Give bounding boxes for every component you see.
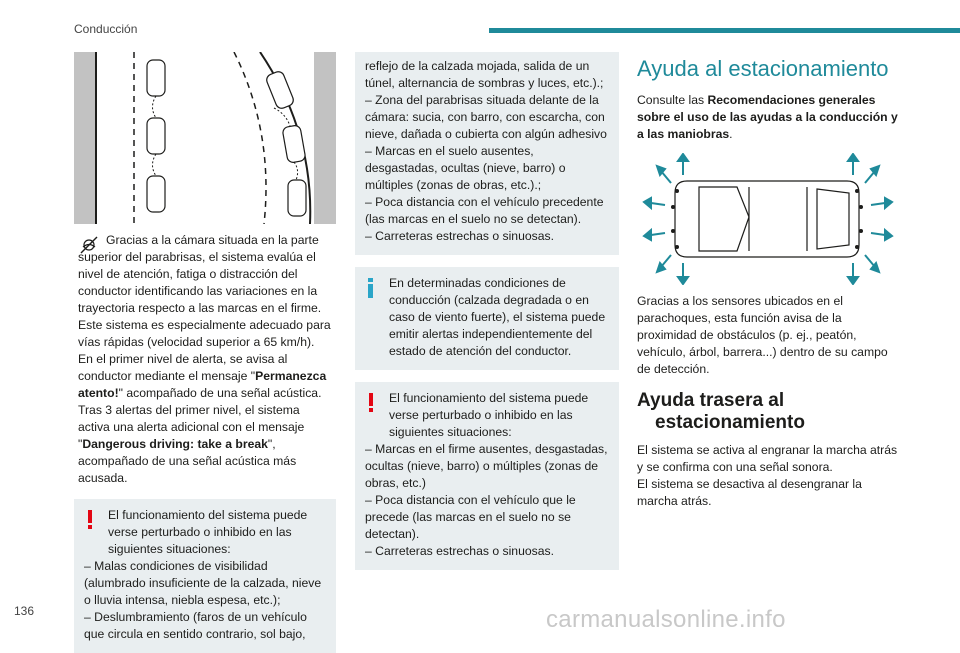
- warning-intro: El funcionamiento del sistema puede verse perturbado o inhibido en las siguientes situaciones:: [108, 508, 308, 556]
- warning-exclamation-icon: [82, 509, 98, 531]
- subsection-title: Ayuda trasera al estacionamiento: [637, 390, 805, 433]
- paragraph-camera: Gracias a la cámara situada en la parte superior del parabrisas, el sistema evalúa el nivel de atención, fatiga o distracción del conductor identificando las variaciones en la trayectoria respecto a las marcas en el firme.: [78, 233, 322, 315]
- column-3: [637, 52, 899, 510]
- header-section-title: Conducción: [74, 22, 138, 36]
- warning-item: – Poca distancia con el vehículo que le precede (las marcas en el suelo no se detectan).: [365, 493, 576, 541]
- warning-item: reflejo de la calzada mojada, salida de un túnel, alternancia de sombras y luces, etc.).;: [365, 59, 604, 90]
- header-accent-bar: [489, 28, 960, 33]
- paragraph-second-level: Tras 3 alertas del primer nivel, el sistema activa una alerta adicional con el mensaje "Dangerous driving: take a break", acompañado de una señal acústica más acusada.: [78, 403, 305, 485]
- section-title: Ayuda al estacionamiento: [637, 56, 889, 81]
- page-number: 136: [14, 604, 35, 618]
- warning-exclamation-icon: [363, 392, 379, 414]
- warning-item: – Poca distancia con el vehículo precedente (las marcas en el suelo no se detectan).: [365, 195, 604, 226]
- parking-sensors-diagram: [637, 153, 899, 285]
- lane-departure-illustration: [74, 52, 336, 224]
- paragraph-sensors: Gracias a los sensores ubicados en el parachoques, esta función avisa de la proximidad de obstáculos (p. ej., peatón, vehículo, árbol, barrera...) dentro de su campo de detección.: [637, 294, 888, 376]
- paragraph-fast-roads: Este sistema es especialmente adecuado para vías rápidas (velocidad superior a 65 km/h).: [78, 318, 331, 349]
- warning-item: – Deslumbramiento (faros de un vehículo que circula en sentido contrario, sol bajo,: [84, 610, 307, 641]
- warning-item: – Zona del parabrisas situada delante de la cámara: sucia, con barro, con escarcha, con nieve, dañada o cubierta con algún adhesivo: [365, 93, 607, 141]
- warning-box-visibility: [74, 499, 336, 653]
- warning-box-markings: [355, 382, 619, 570]
- column-2: [355, 52, 619, 570]
- paragraph-consult: Consulte las Recomendaciones generales sobre el uso de las ayudas a la conducción y a las maniobras.: [637, 93, 898, 141]
- column-1: [74, 52, 336, 653]
- paragraph-activation: El sistema se activa al engranar la marcha atrás y se confirma con una señal sonora.: [637, 443, 898, 474]
- paragraph-first-level: En el primer nivel de alerta, se avisa al conductor mediante el mensaje "Permanezca atento!" acompañado de una señal acústica.: [78, 352, 327, 400]
- info-icon: [363, 277, 379, 299]
- info-text: En determinadas condiciones de conducción (calzada degradada o en caso de viento fuerte), el sistema puede emitir alertas independientemente del estado de atención del conductor.: [389, 276, 606, 358]
- watermark: carmanualsonline.info: [546, 606, 786, 633]
- warning-item: – Marcas en el firme ausentes, desgastadas, ocultas (nieve, barro) o múltiples (zonas de obras, etc.): [365, 442, 608, 490]
- warning-item: – Carreteras estrechas o sinuosas.: [365, 229, 554, 243]
- warning-intro: El funcionamiento del sistema puede verse perturbado o inhibido en las siguientes situaciones:: [389, 391, 589, 439]
- warning-item: – Marcas en el suelo ausentes, desgastadas, ocultas (nieve, barro) o múltiples (zonas de obras, etc.).;: [365, 144, 566, 192]
- warning-box-continued: [355, 52, 619, 255]
- warning-item: – Carreteras estrechas o sinuosas.: [365, 544, 554, 558]
- warning-item: – Malas condiciones de visibilidad (alumbrado insuficiente de la calzada, nieve o lluvia intensa, niebla espesa, etc.);: [84, 559, 322, 607]
- info-box-conditions: [355, 267, 619, 370]
- paragraph-deactivation: El sistema se desactiva al desengranar la marcha atrás.: [637, 477, 862, 508]
